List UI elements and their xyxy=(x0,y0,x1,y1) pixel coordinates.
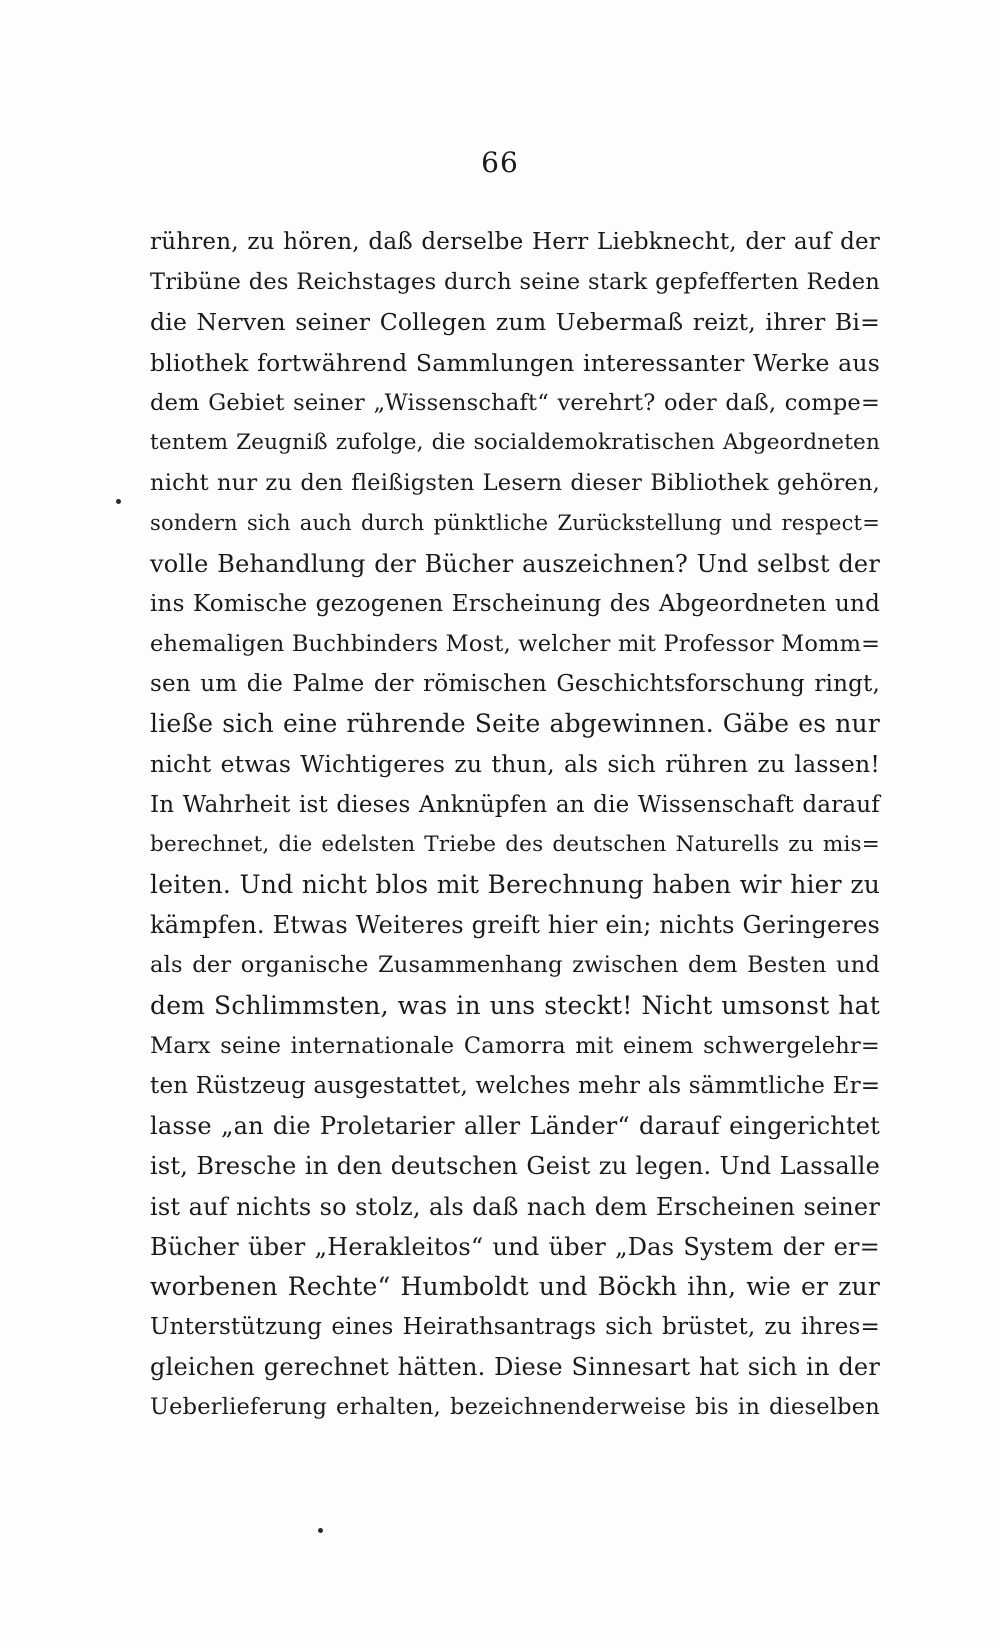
text-line: ist auf nichts so stolz, als daß nach dem Erscheinen seiner xyxy=(150,1192,880,1221)
text-line: leiten. Und nicht blos mit Berechnung haben wir hier zu xyxy=(150,870,880,899)
text-line: lasse „an die Proletarier aller Länder“ darauf eingerichtet xyxy=(150,1112,880,1141)
text-line: die Nerven seiner Collegen zum Uebermaß reizt, ihrer Bi= xyxy=(150,308,880,337)
text-line: als der organische Zusammenhang zwischen dem Besten und xyxy=(150,952,880,979)
body-text xyxy=(150,222,880,1428)
text-line: worbenen Rechte“ Humboldt und Böckh ihn, wie er zur xyxy=(150,1271,880,1301)
text-line: bliothek fortwährend Sammlungen interessanter Werke aus xyxy=(150,348,880,377)
text-line: gleichen gerechnet hätten. Diese Sinnesart hat sich in der xyxy=(150,1353,880,1382)
ink-speck xyxy=(116,499,121,504)
text-line: kämpfen. Etwas Weiteres greift hier ein; nichts Geringeres xyxy=(150,911,880,940)
text-line: ten Rüstzeug ausgestattet, welches mehr als sämmtliche Er= xyxy=(150,1072,881,1099)
text-line: Tribüne des Reichstages durch seine stark gepfefferten Reden xyxy=(150,269,880,296)
text-line: Bücher über „Herakleitos“ und über „Das System der er= xyxy=(150,1232,880,1261)
text-line: ins Komische gezogenen Erscheinung des Abgeordneten und xyxy=(150,590,880,617)
text-line: In Wahrheit ist dieses Anknüpfen an die Wissenschaft darauf xyxy=(150,791,880,818)
text-line: tentem Zeugniß zufolge, die socialdemokratischen Abgeordneten xyxy=(150,429,880,455)
text-line: Unterstützung eines Heirathsantrags sich brüstet, zu ihres= xyxy=(150,1314,880,1341)
text-line: Marx seine internationale Camorra mit einem schwergelehr= xyxy=(150,1032,880,1059)
text-line: volle Behandlung der Bücher auszeichnen? Und selbst der xyxy=(150,549,880,578)
text-line: ehemaligen Buchbinders Most, welcher mit Professor Momm= xyxy=(150,630,881,657)
text-line: dem Schlimmsten, was in uns steckt! Nicht umsonst hat xyxy=(150,990,880,1020)
text-line: rühren, zu hören, daß derselbe Herr Liebknecht, der auf der xyxy=(150,229,880,255)
page-number: 66 xyxy=(481,146,519,179)
text-line: ist, Bresche in den deutschen Geist zu legen. Und Lassalle xyxy=(150,1152,880,1181)
text-line: Ueberlieferung erhalten, bezeichnenderweise bis in dieselben xyxy=(150,1394,880,1421)
text-line: dem Gebiet seiner „Wissenschaft“ verehrt? oder daß, compe= xyxy=(150,389,880,416)
text-line: ließe sich eine rührende Seite abgewinnen. Gäbe es nur xyxy=(150,709,880,739)
text-line: sen um die Palme der römischen Geschichtsforschung ringt, xyxy=(150,671,880,698)
ink-speck xyxy=(318,1528,323,1533)
text-line: nicht etwas Wichtigeres zu thun, als sich rühren zu lassen! xyxy=(150,750,880,779)
text-line: nicht nur zu den fleißigsten Lesern dieser Bibliothek gehören, xyxy=(150,470,880,497)
text-line: berechnet, die edelsten Triebe des deutschen Naturells zu mis= xyxy=(150,831,880,857)
text-line: sondern sich auch durch pünktliche Zurückstellung und respect= xyxy=(150,511,880,536)
